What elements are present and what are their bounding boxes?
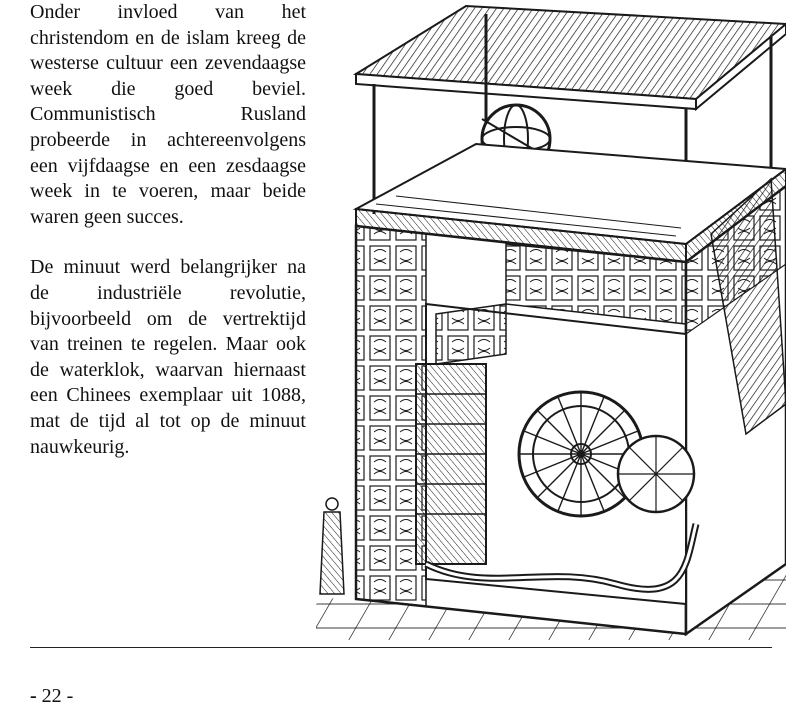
tower-interior: [416, 304, 696, 604]
tower-roof: [356, 6, 786, 109]
footer-dash-right: -: [66, 685, 74, 707]
paragraph-week: Onder invloed van het christendom en de islam kreeg de westerse cultuur een zevendaagse week die goed beviel. Communistisch Rusland probeerde in achtereenvolgens een vijfdaagse en een zesdaagse week in te voeren, maar beide waren geen succes.: [30, 1, 306, 228]
secondary-wheel: [618, 436, 694, 512]
footer-divider: [30, 647, 772, 648]
page-footer: [30, 685, 73, 707]
water-clock-illustration: [316, 4, 786, 640]
water-clock-drawing: [316, 4, 786, 640]
text-column: [30, 0, 306, 485]
paragraph-minute: De minuut werd belangrijker na de industriële revolutie, bijvoorbeeld om de vertrektijd van treinen te regelen. Maar ook de waterklok, waarvan hiernaast een Chinees exemplaar uit 1088, mat de tijd al tot op de minuut nauwkeurig.: [30, 256, 306, 458]
footer-dash-left: -: [30, 685, 37, 707]
page-number: 22: [41, 685, 62, 707]
standing-figure: [320, 498, 344, 594]
